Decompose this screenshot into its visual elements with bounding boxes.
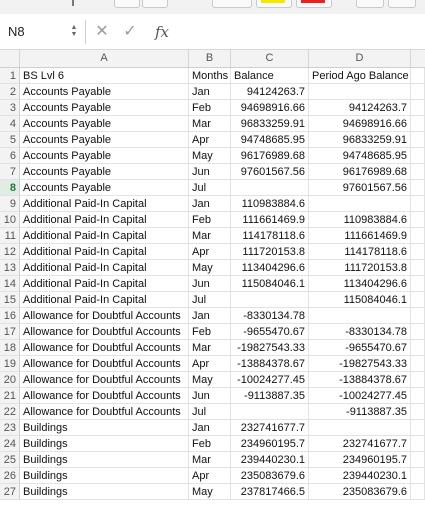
cell-e[interactable] [411, 276, 425, 292]
row-header[interactable]: 23 [0, 420, 20, 436]
cell-c[interactable]: 94748685.95 [231, 132, 309, 148]
cell-d[interactable]: 232741677.7 [309, 436, 411, 452]
cell-d[interactable] [309, 84, 411, 100]
cell-d[interactable]: 110983884.6 [309, 212, 411, 228]
cell-d[interactable]: 97601567.56 [309, 180, 411, 196]
cell-a[interactable]: Accounts Payable [20, 164, 189, 180]
table-row [0, 468, 425, 484]
table-row [0, 372, 425, 388]
table-row [0, 404, 425, 420]
table-row [0, 196, 425, 212]
row-header[interactable]: 15 [0, 292, 20, 308]
cell-b[interactable]: Feb [189, 436, 231, 452]
cell-c[interactable]: 111720153.8 [231, 244, 309, 260]
insert-function-icon[interactable]: fx [154, 23, 169, 41]
cell-b[interactable]: May [189, 484, 231, 500]
cell-b[interactable]: Mar [189, 116, 231, 132]
cell-b[interactable]: Jan [189, 420, 231, 436]
cell-b[interactable]: Apr [189, 244, 231, 260]
table-row [0, 292, 425, 308]
cell-c[interactable]: 237817466.5 [231, 484, 309, 500]
cell-c[interactable]: 232741677.7 [231, 420, 309, 436]
cell-d[interactable]: 94698916.66 [309, 116, 411, 132]
cell-e[interactable] [411, 340, 425, 356]
cell-b[interactable]: Jan [189, 308, 231, 324]
cell-a[interactable]: Accounts Payable [20, 180, 189, 196]
cell-d[interactable]: 111661469.9 [309, 228, 411, 244]
cell-d[interactable]: 96833259.91 [309, 132, 411, 148]
cell-d[interactable]: 115084046.1 [309, 292, 411, 308]
column-header-d[interactable]: D [309, 50, 411, 67]
cell-b[interactable]: May [189, 148, 231, 164]
formula-input[interactable] [180, 20, 420, 44]
align-left-button[interactable] [356, 0, 384, 8]
column-header-c[interactable]: C [231, 50, 309, 67]
table-row [0, 132, 425, 148]
cell-d[interactable]: 234960195.7 [309, 452, 411, 468]
cell-d[interactable]: 113404296.6 [309, 276, 411, 292]
cell-c[interactable]: -8330134.78 [231, 308, 309, 324]
formula-bar-divider [85, 20, 86, 44]
cell-d[interactable] [309, 420, 411, 436]
cell-b[interactable]: Jun [189, 276, 231, 292]
cell-b[interactable]: Jul [189, 404, 231, 420]
row-header[interactable]: 2 [0, 84, 20, 100]
column-header-bar [0, 50, 425, 68]
row-header[interactable]: 17 [0, 324, 20, 340]
table-row [0, 324, 425, 340]
table-row [0, 420, 425, 436]
font-color-swatch [301, 0, 325, 3]
cell-c[interactable]: 96176989.68 [231, 148, 309, 164]
cell-e[interactable] [411, 100, 425, 116]
row-header[interactable]: 4 [0, 116, 20, 132]
borders-button[interactable] [212, 0, 252, 8]
cell-a[interactable]: Additional Paid-In Capital [20, 276, 189, 292]
row-header[interactable]: 7 [0, 164, 20, 180]
cell-e[interactable] [411, 164, 425, 180]
table-row [0, 212, 425, 228]
cell-b[interactable]: Feb [189, 212, 231, 228]
cell-a[interactable]: Additional Paid-In Capital [20, 196, 189, 212]
cell-b[interactable]: Jun [189, 164, 231, 180]
cell-a[interactable]: Buildings [20, 484, 189, 500]
table-row [0, 228, 425, 244]
cell-e[interactable] [411, 468, 425, 484]
cell-c[interactable]: Balance [231, 68, 309, 84]
select-all-corner[interactable] [0, 50, 20, 67]
row-header[interactable]: 26 [0, 468, 20, 484]
cell-d[interactable]: 94124263.7 [309, 100, 411, 116]
cell-b[interactable]: Apr [189, 468, 231, 484]
cell-a[interactable]: Accounts Payable [20, 84, 189, 100]
cell-e[interactable] [411, 324, 425, 340]
cell-a[interactable]: Additional Paid-In Capital [20, 260, 189, 276]
cell-a[interactable]: Additional Paid-In Capital [20, 292, 189, 308]
cell-b[interactable]: Feb [189, 100, 231, 116]
cell-a[interactable]: Allowance for Doubtful Accounts [20, 340, 189, 356]
column-header-b[interactable]: B [189, 50, 231, 67]
row-header[interactable]: 5 [0, 132, 20, 148]
cell-c[interactable] [231, 292, 309, 308]
align-center-button[interactable] [388, 0, 416, 8]
font-color-button[interactable] [296, 0, 332, 8]
cell-c[interactable]: 110983884.6 [231, 196, 309, 212]
row-header[interactable]: 19 [0, 356, 20, 372]
cell-e[interactable] [411, 68, 425, 84]
row-header[interactable]: 22 [0, 404, 20, 420]
table-row [0, 148, 425, 164]
cell-c[interactable]: 94698916.66 [231, 100, 309, 116]
row-header[interactable]: 8 [0, 180, 20, 196]
cell-c[interactable]: 114178118.6 [231, 228, 309, 244]
cell-a[interactable]: Accounts Payable [20, 100, 189, 116]
cell-a[interactable]: Additional Paid-In Capital [20, 228, 189, 244]
cell-c[interactable]: 97601567.56 [231, 164, 309, 180]
cell-a[interactable]: Buildings [20, 436, 189, 452]
table-row [0, 84, 425, 100]
row-header[interactable]: 11 [0, 228, 20, 244]
cell-b[interactable]: Jan [189, 196, 231, 212]
cell-b[interactable]: Jun [189, 388, 231, 404]
cell-b[interactable]: Apr [189, 132, 231, 148]
cell-a[interactable]: Allowance for Doubtful Accounts [20, 324, 189, 340]
cell-b[interactable]: Apr [189, 356, 231, 372]
cell-d[interactable]: -10024277.45 [309, 388, 411, 404]
row-header[interactable]: 20 [0, 372, 20, 388]
table-row [0, 116, 425, 132]
cell-e[interactable] [411, 436, 425, 452]
row-header[interactable]: 12 [0, 244, 20, 260]
row-header[interactable]: 25 [0, 452, 20, 468]
confirm-icon[interactable]: ✓ [123, 23, 137, 40]
table-row [0, 308, 425, 324]
cell-b[interactable]: Jul [189, 180, 231, 196]
row-header[interactable]: 9 [0, 196, 20, 212]
cell-a[interactable]: Allowance for Doubtful Accounts [20, 372, 189, 388]
cell-e[interactable] [411, 84, 425, 100]
cell-c[interactable]: -9113887.35 [231, 388, 309, 404]
table-row [0, 276, 425, 292]
cell-a[interactable]: Accounts Payable [20, 116, 189, 132]
row-header[interactable]: 16 [0, 308, 20, 324]
cell-d[interactable] [309, 308, 411, 324]
cell-e[interactable] [411, 148, 425, 164]
cell-a[interactable]: Allowance for Doubtful Accounts [20, 308, 189, 324]
cell-e[interactable] [411, 404, 425, 420]
cell-e[interactable] [411, 356, 425, 372]
cell-c[interactable]: 235083679.6 [231, 468, 309, 484]
table-row [0, 180, 425, 196]
table-row [0, 356, 425, 372]
cell-b[interactable]: Jul [189, 292, 231, 308]
cell-d[interactable] [309, 196, 411, 212]
bold-button[interactable] [114, 0, 140, 8]
cell-b[interactable]: May [189, 372, 231, 388]
row-header[interactable]: 14 [0, 276, 20, 292]
table-row [0, 68, 425, 84]
cell-b[interactable]: Jan [189, 84, 231, 100]
cell-e[interactable] [411, 260, 425, 276]
row-header[interactable]: 3 [0, 100, 20, 116]
cell-e[interactable] [411, 292, 425, 308]
cell-b[interactable]: May [189, 260, 231, 276]
cell-d[interactable]: 94748685.95 [309, 148, 411, 164]
cell-c[interactable]: 111661469.9 [231, 212, 309, 228]
cell-b[interactable]: Months [189, 68, 231, 84]
cell-e[interactable] [411, 420, 425, 436]
cell-c[interactable]: 115084046.1 [231, 276, 309, 292]
cancel-icon[interactable]: ✕ [95, 23, 109, 40]
cell-e[interactable] [411, 180, 425, 196]
cell-c[interactable]: -13884378.67 [231, 356, 309, 372]
cell-a[interactable]: Buildings [20, 452, 189, 468]
cell-b[interactable]: Feb [189, 324, 231, 340]
cell-e[interactable] [411, 372, 425, 388]
cell-d[interactable]: -19827543.33 [309, 356, 411, 372]
cell-d[interactable]: 96176989.68 [309, 164, 411, 180]
row-header[interactable]: 1 [0, 68, 20, 84]
name-box[interactable]: N8 [8, 24, 25, 39]
cell-a[interactable]: Buildings [20, 468, 189, 484]
row-header[interactable]: 18 [0, 340, 20, 356]
cell-a[interactable]: Allowance for Doubtful Accounts [20, 356, 189, 372]
cell-d[interactable]: -13884378.67 [309, 372, 411, 388]
italic-button[interactable] [142, 0, 168, 8]
format-painter-icon[interactable] [62, 0, 84, 8]
cell-e[interactable] [411, 196, 425, 212]
table-row [0, 244, 425, 260]
cell-c[interactable]: -9655470.67 [231, 324, 309, 340]
cell-d[interactable]: 111720153.8 [309, 260, 411, 276]
cell-c[interactable]: 234960195.7 [231, 436, 309, 452]
cell-c[interactable]: 96833259.91 [231, 116, 309, 132]
cell-e[interactable] [411, 308, 425, 324]
cell-c[interactable]: 239440230.1 [231, 452, 309, 468]
cell-d[interactable]: -8330134.78 [309, 324, 411, 340]
table-row [0, 164, 425, 180]
cell-c[interactable]: 94124263.7 [231, 84, 309, 100]
cell-a[interactable]: Accounts Payable [20, 132, 189, 148]
cell-e[interactable] [411, 212, 425, 228]
row-header[interactable]: 21 [0, 388, 20, 404]
cell-a[interactable]: BS Lvl 6 [20, 68, 189, 84]
name-box-stepper-icon[interactable]: ▲ ▼ [70, 24, 78, 38]
ribbon-toolbar [0, 0, 425, 14]
cell-c[interactable]: -10024277.45 [231, 372, 309, 388]
fill-color-button[interactable] [256, 0, 292, 8]
table-row [0, 340, 425, 356]
cell-a[interactable]: Allowance for Doubtful Accounts [20, 404, 189, 420]
cell-b[interactable]: Mar [189, 452, 231, 468]
table-row [0, 388, 425, 404]
column-header-e[interactable] [411, 50, 425, 67]
cell-d[interactable]: 114178118.6 [309, 244, 411, 260]
cell-d[interactable]: 235083679.6 [309, 484, 411, 500]
cell-c[interactable]: -19827543.33 [231, 340, 309, 356]
table-row [0, 436, 425, 452]
cell-d[interactable]: -9655470.67 [309, 340, 411, 356]
table-row [0, 484, 425, 500]
cell-d[interactable]: Period Ago Balance [309, 68, 411, 84]
column-header-a[interactable]: A [20, 50, 189, 67]
formula-bar [0, 14, 425, 50]
table-row [0, 100, 425, 116]
fill-color-swatch [261, 0, 285, 3]
cell-d[interactable]: -9113887.35 [309, 404, 411, 420]
row-header[interactable]: 13 [0, 260, 20, 276]
cell-c[interactable]: 113404296.6 [231, 260, 309, 276]
cell-e[interactable] [411, 484, 425, 500]
cell-a[interactable]: Allowance for Doubtful Accounts [20, 388, 189, 404]
row-header[interactable]: 24 [0, 436, 20, 452]
cell-e[interactable] [411, 388, 425, 404]
cell-a[interactable]: Buildings [20, 420, 189, 436]
cell-e[interactable] [411, 244, 425, 260]
cell-c[interactable] [231, 180, 309, 196]
cell-a[interactable]: Additional Paid-In Capital [20, 244, 189, 260]
cell-e[interactable] [411, 228, 425, 244]
cell-c[interactable] [231, 404, 309, 420]
row-header[interactable]: 10 [0, 212, 20, 228]
cell-a[interactable]: Additional Paid-In Capital [20, 212, 189, 228]
cell-b[interactable]: Mar [189, 228, 231, 244]
cell-e[interactable] [411, 132, 425, 148]
table-row [0, 260, 425, 276]
cell-e[interactable] [411, 116, 425, 132]
cell-e[interactable] [411, 452, 425, 468]
row-header[interactable]: 6 [0, 148, 20, 164]
cell-a[interactable]: Accounts Payable [20, 148, 189, 164]
cell-d[interactable]: 239440230.1 [309, 468, 411, 484]
cell-b[interactable]: Mar [189, 340, 231, 356]
table-row [0, 452, 425, 468]
row-header[interactable]: 27 [0, 484, 20, 500]
